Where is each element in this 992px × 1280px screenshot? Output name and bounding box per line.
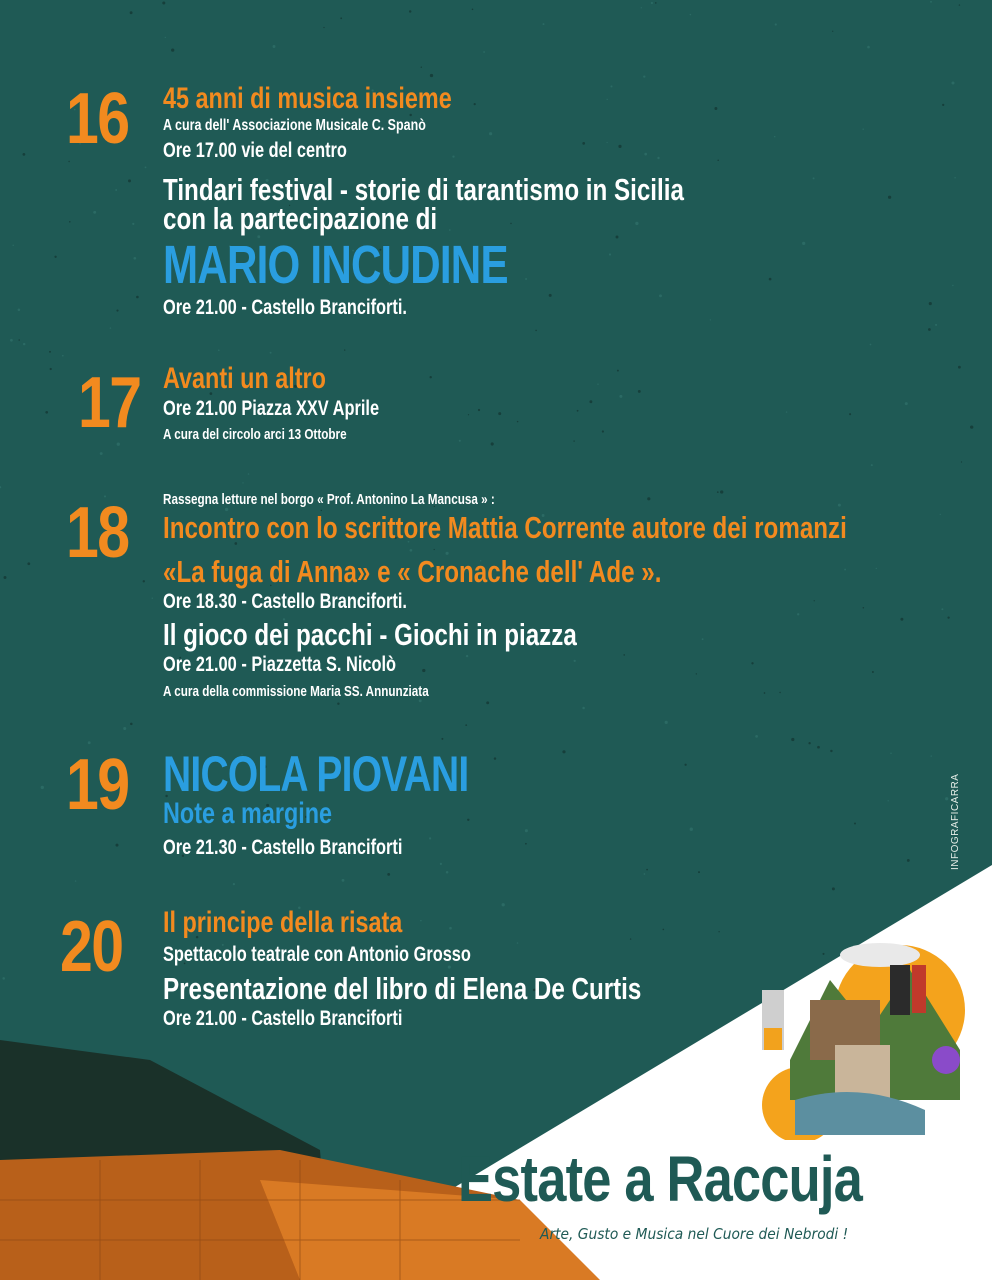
event-title: 45 anni di musica insieme — [163, 82, 452, 115]
event-title: Incontro con lo scrittore Mattia Corrente autore dei romanzi — [163, 510, 847, 545]
event-time: Ore 17.00 vie del centro — [163, 139, 347, 162]
cloud-shape — [840, 943, 920, 967]
event-time: Ore 21.00 - Piazzetta S. Nicolò — [163, 653, 397, 676]
event-title: Avanti un altro — [163, 362, 326, 395]
day-number: 18 — [66, 493, 129, 573]
brand-tagline: Arte, Gusto e Musica nel Cuore dei Nebrodi ! — [540, 1225, 849, 1243]
flower-shape — [932, 1046, 960, 1074]
drink-glass-shape — [764, 1028, 782, 1050]
event-subtitle: Tindari festival - storie di tarantismo in Sicilia — [163, 172, 684, 207]
event-subtitle: Spettacolo teatrale con Antonio Grosso — [163, 943, 471, 966]
church-shape — [835, 1045, 890, 1100]
event-subtitle: Il gioco dei pacchi - Giochi in piazza — [163, 617, 577, 652]
dancer-shape — [890, 965, 910, 1015]
day-number: 19 — [66, 745, 129, 825]
day-number: 20 — [60, 907, 123, 987]
artist-name: NICOLA PIOVANI — [163, 746, 469, 802]
event-time: Ore 21.00 - Castello Branciforti — [163, 1007, 403, 1030]
brand-title: Estate a Raccuja — [458, 1143, 863, 1215]
artist-name: MARIO INCUDINE — [163, 235, 508, 295]
event-time: Ore 18.30 - Castello Branciforti. — [163, 590, 407, 613]
day-number: 16 — [66, 79, 129, 159]
event-title: «La fuga di Anna» e « Cronache dell' Ade ». — [163, 554, 662, 589]
event-title: Note a margine — [163, 797, 333, 830]
event-subtitle: con la partecipazione di — [163, 201, 438, 236]
event-title: Il principe della risata — [163, 906, 403, 939]
event-time: Ore 21.00 - Castello Branciforti. — [163, 296, 407, 319]
designer-credit: INFOGRAFICARRA — [950, 773, 961, 870]
event-subtitle: Presentazione del libro di Elena De Curtis — [163, 971, 642, 1006]
event-organizer: A cura della commissione Maria SS. Annunziata — [163, 683, 429, 700]
event-time: Ore 21.30 - Castello Branciforti — [163, 836, 403, 859]
day-number: 17 — [78, 363, 141, 443]
event-intro: Rassegna letture nel borgo « Prof. Antonino La Mancusa » : — [163, 491, 495, 508]
event-organizer: A cura dell' Associazione Musicale C. Spanò — [163, 117, 426, 134]
event-organizer: A cura del circolo arci 13 Ottobre — [163, 426, 347, 443]
event-time: Ore 21.00 Piazza XXV Aprile — [163, 397, 380, 420]
dancer-shape — [912, 965, 926, 1013]
collage-illustration — [750, 940, 980, 1140]
